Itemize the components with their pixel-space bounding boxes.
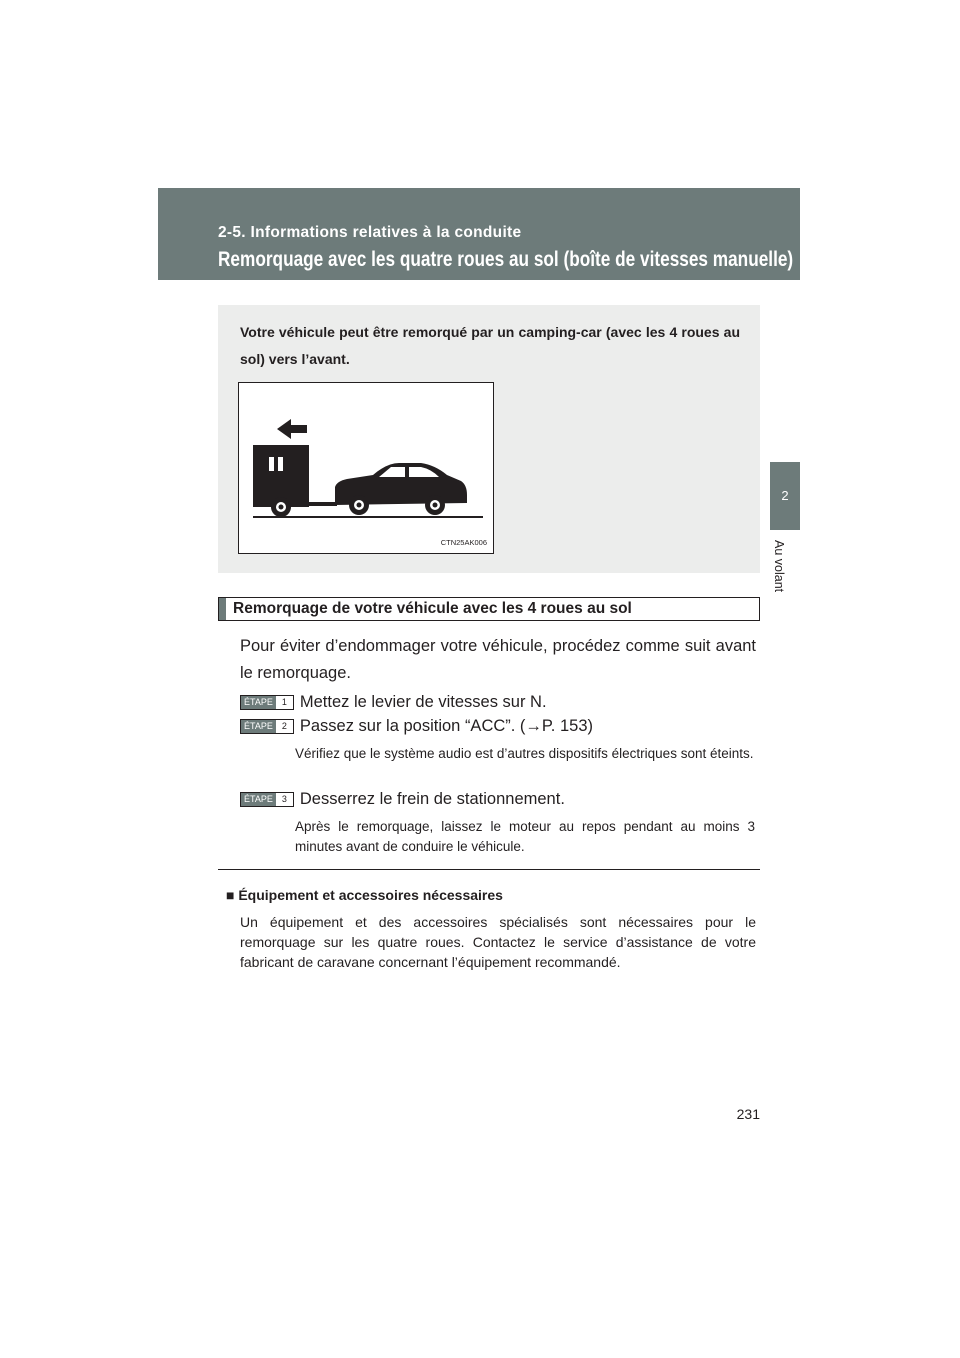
step-2	[240, 717, 593, 736]
step-badge: ÉTAPE 2	[240, 719, 294, 734]
step-text: Desserrez le frein de stationnement.	[299, 790, 565, 808]
step-1	[240, 693, 547, 712]
towing-illustration	[238, 382, 494, 554]
divider	[218, 869, 760, 870]
step-text: Mettez le levier de vitesses sur N.	[299, 693, 547, 711]
illustration-code: CTN25AK006	[440, 538, 487, 547]
subsection-accent-bar	[219, 598, 226, 620]
page-title: Remorquage avec les quatre roues au sol (boîte de vitesses manuelle)	[218, 248, 794, 271]
subsection-title: Remorquage de votre véhicule avec les 4 roues au sol	[233, 600, 632, 617]
chapter-label: Au volant	[772, 540, 786, 593]
step-3	[240, 790, 565, 809]
step-note: Vérifiez que le système audio est d’autres dispositifs électriques sont éteints.	[295, 746, 754, 761]
step-badge: ÉTAPE 1	[240, 695, 294, 710]
motorhome-towing-car-icon	[239, 383, 493, 553]
page-number: 231	[736, 1106, 760, 1122]
subsection-header	[218, 597, 760, 621]
subsection-body: Pour éviter d’endommager votre véhicule, procédez comme suit avant le remorquage.	[240, 637, 756, 682]
equipment-text: Un équipement et des accessoires spécialisés sont nécessaires pour le remorquage sur les quatre roues. Contactez le service d’assistance de votre fabricant de caravane concernant l’équipement recommandé.	[240, 914, 756, 970]
step-text: Passez sur la position “ACC”. (→P. 153)	[299, 717, 594, 735]
section-label: 2-5. Informations relatives à la conduite	[218, 224, 522, 241]
step-badge: ÉTAPE 3	[240, 792, 294, 807]
intro-text: Votre véhicule peut être remorqué par un camping-car (avec les 4 roues au sol) vers l’avant.	[240, 324, 740, 367]
equipment-title: ■ Équipement et accessoires nécessaires	[226, 887, 503, 903]
step-note: Après le remorquage, laissez le moteur au repos pendant au moins 3 minutes avant de conduire le véhicule.	[295, 819, 755, 854]
chapter-number: 2	[781, 488, 789, 503]
